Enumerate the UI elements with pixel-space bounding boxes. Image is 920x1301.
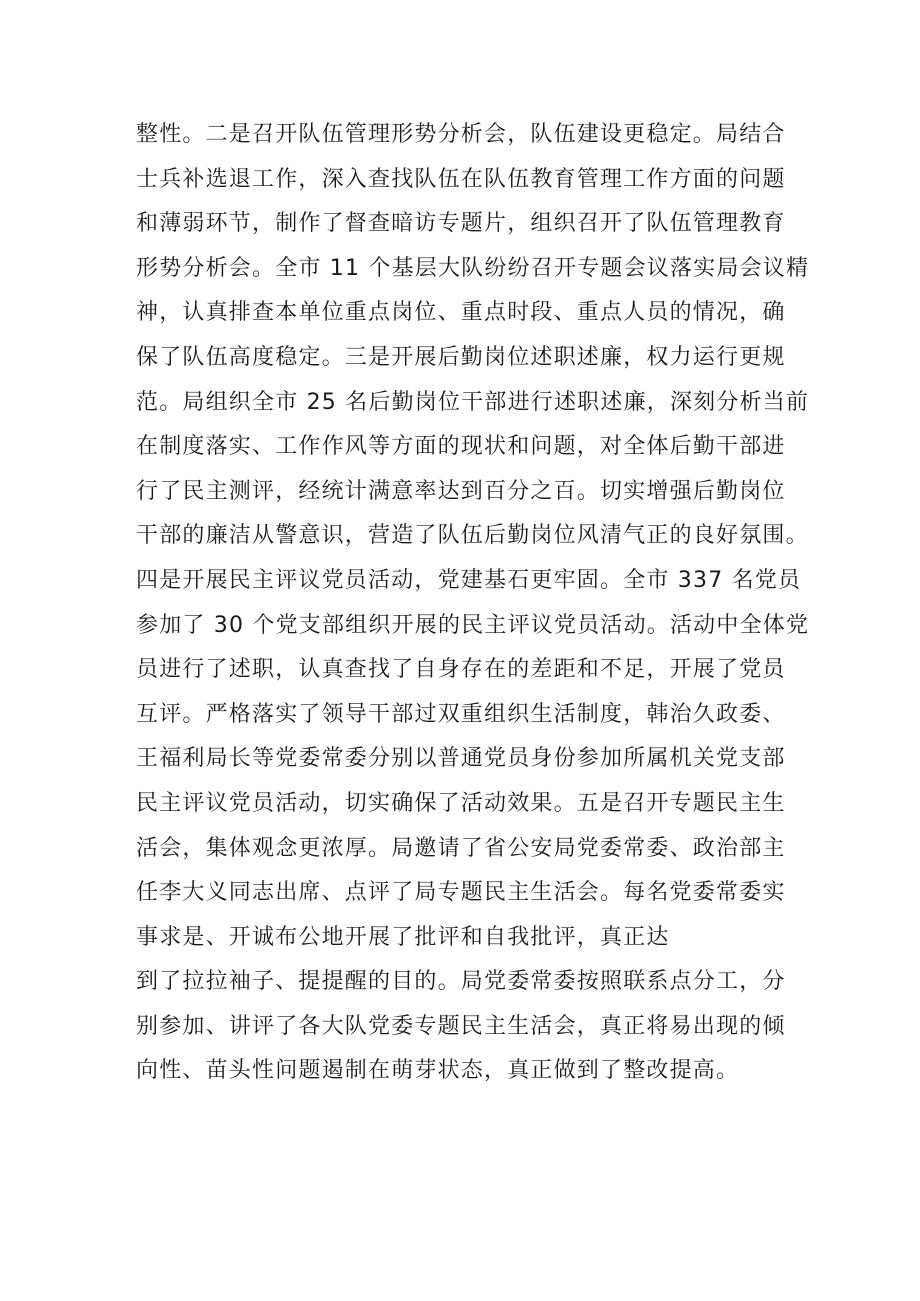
- text-line: 整性。二是召开队伍管理形势分析会，队伍建设更稳定。局结合: [136, 122, 786, 147]
- text-line: 保了队伍高度稳定。三是开展后勤岗位述职述廉，权力运行更规: [136, 344, 786, 370]
- text-line: 干部的廉洁从警意识，营造了队伍后勤岗位风清气正的良好氛围。: [136, 523, 809, 549]
- text-line: 形势分析会。全市 11 个基层大队纷纷召开专题会议落实局会议精: [136, 255, 810, 281]
- text-line: 王福利局长等党委常委分别以普通党员身份参加所属机关党支部: [136, 746, 786, 772]
- text-line: 民主评议党员活动，切实确保了活动效果。五是召开专题民主生: [136, 790, 786, 816]
- text-line: 和薄弱环节，制作了督查暗访专题片，组织召开了队伍管理教育: [136, 211, 786, 237]
- text-line: 事求是、开诚布公地开展了批评和自我批评，真正达: [136, 924, 670, 950]
- text-line: 任李大义同志出席、点评了局专题民主生活会。每名党委常委实: [136, 880, 786, 906]
- text-line: 向性、苗头性问题遏制在萌芽状态，真正做到了整改提高。: [136, 1058, 740, 1084]
- text-line: 神，认真排查本单位重点岗位、重点时段、重点人员的情况，确: [136, 300, 786, 326]
- text-line: 士兵补选退工作，深入查找队伍在队伍教育管理工作方面的问题: [136, 166, 786, 192]
- text-line: 互评。严格落实了领导干部过双重组织生活制度，韩治久政委、: [136, 701, 786, 727]
- text-line: 活会，集体观念更浓厚。局邀请了省公安局党委常委、政治部主: [136, 835, 786, 861]
- text-line: 在制度落实、工作作风等方面的现状和问题，对全体后勤干部进: [136, 434, 786, 460]
- text-line: 范。局组织全市 25 名后勤岗位干部进行述职述廉，深刻分析当前: [136, 389, 810, 415]
- text-line: 员进行了述职，认真查找了自身存在的差距和不足，开展了党员: [136, 657, 786, 683]
- text-line: 参加了 30 个党支部组织开展的民主评议党员活动。活动中全体党: [136, 612, 810, 638]
- body-paragraph: [136, 113, 816, 1094]
- text-line: 到了拉拉袖子、提提醒的目的。局党委常委按照联系点分工，分: [136, 969, 786, 995]
- text-line: 四是开展民主评议党员活动，党建基石更牢固。全市 337 名党员: [136, 567, 802, 593]
- text-line: 行了民主测评，经统计满意率达到百分之百。切实增强后勤岗位: [136, 478, 786, 504]
- text-line: 别参加、讲评了各大队党委专题民主生活会，真正将易出现的倾: [136, 1013, 786, 1039]
